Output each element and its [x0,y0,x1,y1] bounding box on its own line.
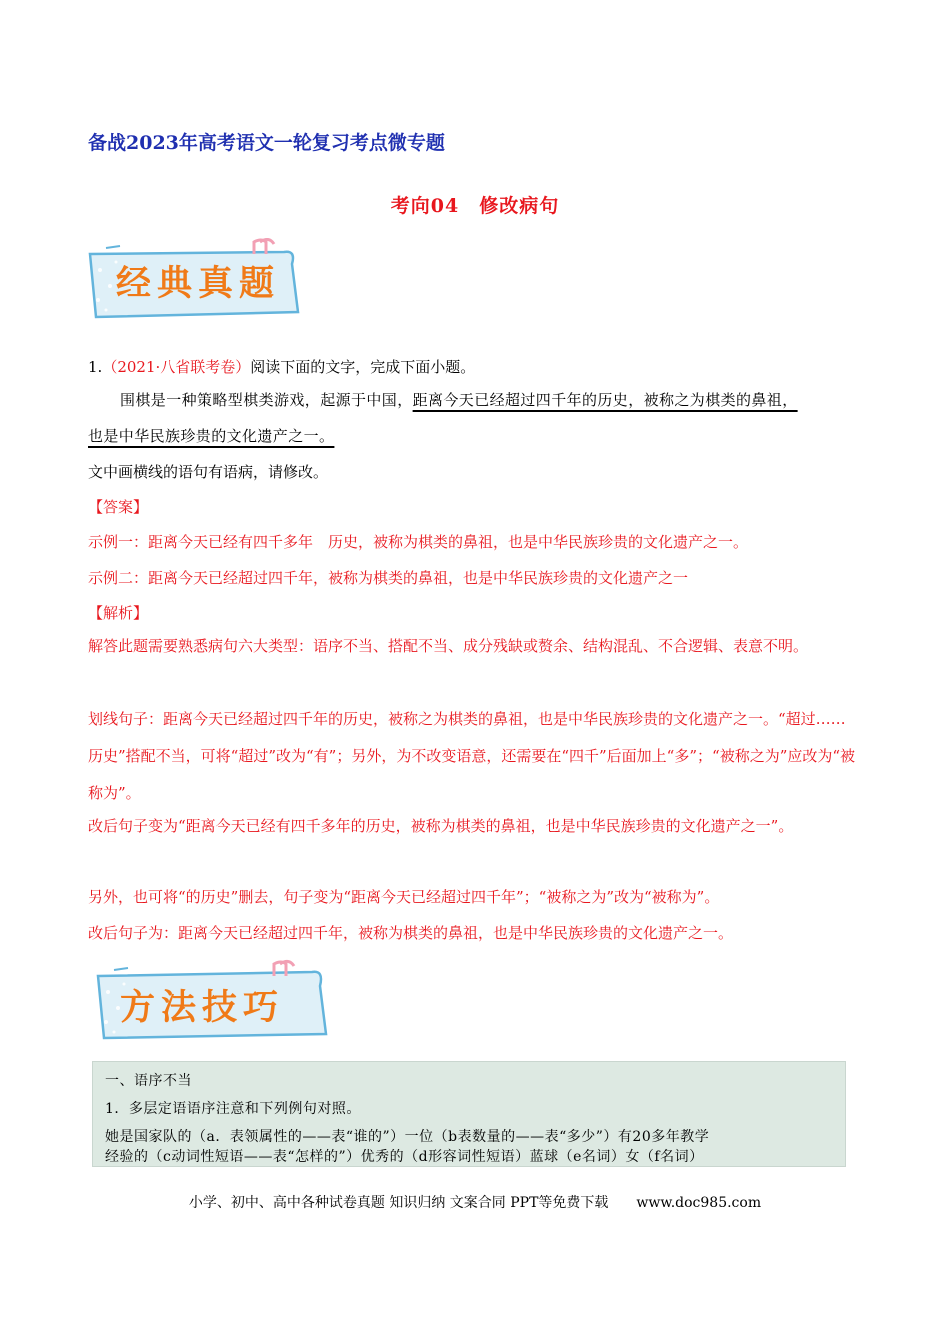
analysis-paragraph-1: 解答此题需要熟悉病句六大类型：语序不当、搭配不当、成分残缺或赘余、结构混乱、不合逻辑、表意不明。 [88,637,809,655]
analysis-paragraph-2: 划线句子：距离今天已经超过四千年的历史，被称之为棋类的鼻祖，也是中华民族珍贵的文化遗产之一。“超过……历史”搭配不当，可将“超过”改为“有”；另外，为不改变语意，还需要在“四千”后面加上“多”；“被称之为”应改为“被称为”。 [88,710,856,802]
analysis-paragraph-3: 改后句子变为“距离今天已经有四千多年的历史，被称为棋类的鼻祖，也是中华民族珍贵的文化遗产之一”。 [88,817,794,835]
method-heading: 一、语序不当 [105,1073,192,1089]
analysis-paragraph-5: 改后句子为：距离今天已经超过四千年，被称为棋类的鼻祖，也是中华民族珍贵的文化遗产之一。 [88,924,734,942]
classic-questions-banner-label: 经典真题 [116,264,281,304]
series-title: 备战2023年高考语文一轮复习考点微专题 [88,132,445,154]
method-point-1: 1．多层定语语序注意和下列例句对照。 [105,1101,361,1117]
page-footer: 小学、初中、高中各种试卷真题 知识归纳 文案合同 PPT等免费下载 www.doc985.com [188,1195,762,1211]
answer-example-1: 示例一：距离今天已经有四千多年 历史，被称为棋类的鼻祖，也是中华民族珍贵的文化遗产之一。 [88,533,749,551]
answer-label: 【答案】 [88,498,149,516]
passage-underlined-1: 距离今天已经超过四千年的历史，被称之为棋类的鼻祖， [412,391,798,409]
method-tips-banner-label: 方法技巧 [120,988,285,1028]
method-tips-banner [94,958,338,1044]
method-example-line-2: 经验的（c动词性短语——表“怎样的”）优秀的（d形容词性短语）蓝球（e名词）女（f名词） [105,1149,704,1165]
passage-plain: 围棋是一种策略型棋类游戏，起源于中国， [120,391,413,409]
question-instruction: 文中画横线的语句有语病，请修改。 [88,463,329,481]
answer-example-2: 示例二：距离今天已经超过四千年，被称为棋类的鼻祖，也是中华民族珍贵的文化遗产之一 [88,569,689,587]
classic-questions-banner [86,238,308,322]
question-source: （2021·八省联考卷） [102,358,251,376]
topic-title: 考向04 修改病句 [390,195,560,217]
question-prompt: 阅读下面的文字，完成下面小题。 [250,358,476,376]
passage-line-1 [120,389,798,410]
analysis-label: 【解析】 [88,604,149,622]
method-box [92,1061,846,1167]
analysis-paragraph-4: 另外，也可将“的历史”删去，句子变为“距离今天已经超过四千年”；“被称之为”改为“被称为”。 [88,888,720,906]
question-header [88,356,475,377]
method-example-line-1: 她是国家队的（a．表领属性的——表“谁的”）一位（b表数量的——表“多少”）有20多年教学 [105,1129,710,1145]
question-number: 1. [88,358,103,376]
passage-line-2 [88,425,334,446]
passage-underlined-2: 也是中华民族珍贵的文化遗产之一。 [88,427,335,445]
